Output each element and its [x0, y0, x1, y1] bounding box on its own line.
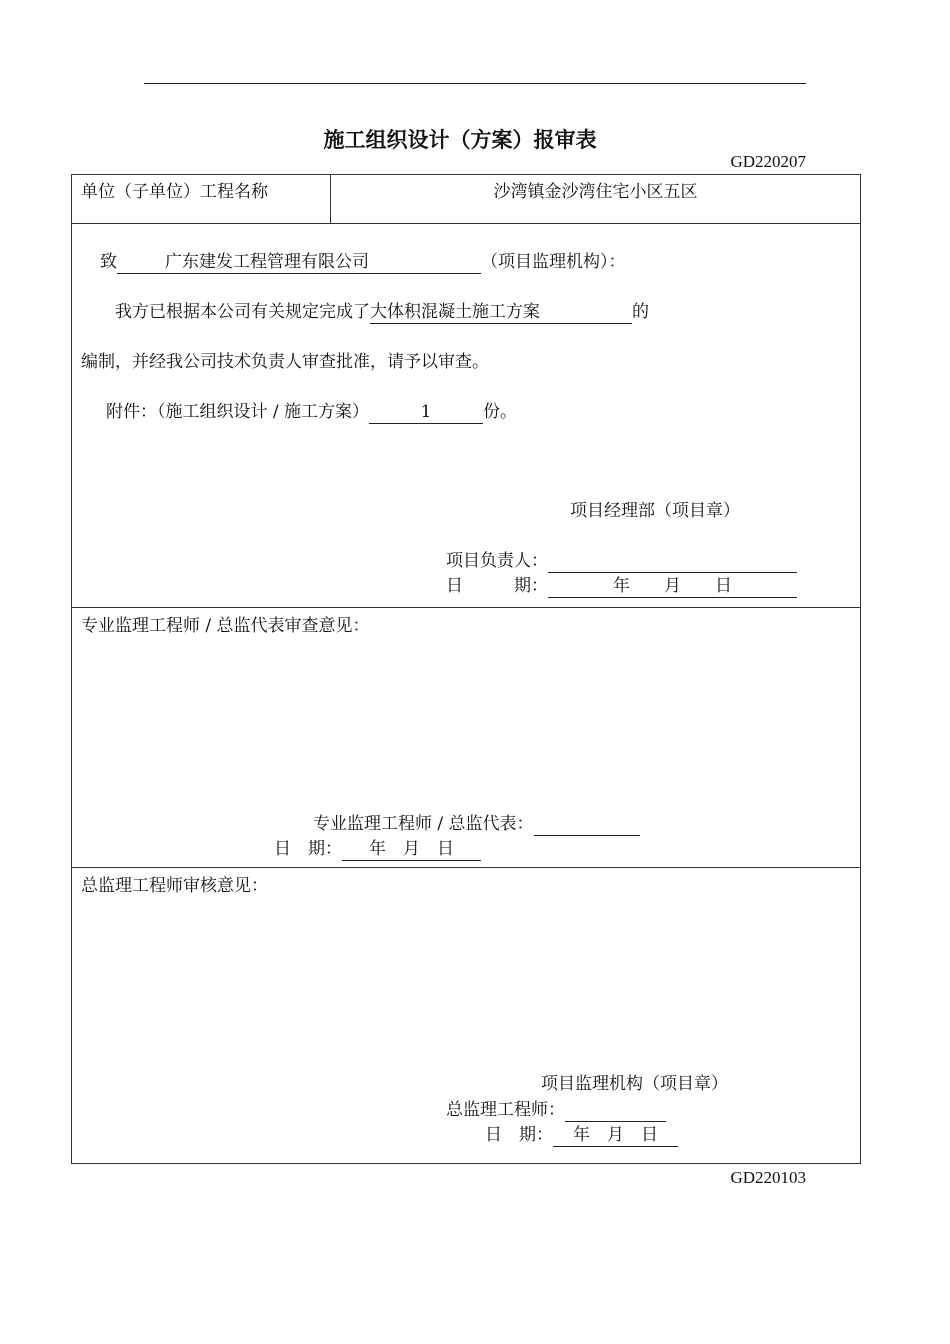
- attachment-suffix: 份。: [483, 402, 518, 422]
- supervisor-date-line: [274, 834, 481, 861]
- chief-date-line: [485, 1120, 678, 1147]
- body-suffix: 的: [632, 302, 649, 322]
- chief-sign-line: [446, 1095, 666, 1122]
- body-prefix: 我方已根据本公司有关规定完成了: [115, 302, 370, 322]
- submission-date-field: 年 月 日: [548, 577, 797, 598]
- chief-date-field: 年 月 日: [553, 1126, 678, 1147]
- addressee-line: [100, 247, 626, 274]
- row-divider-1: [71, 223, 861, 224]
- attachment-prefix: 附件：（施工组织设计 / 施工方案）: [106, 402, 370, 422]
- addressee-org: 广东建发工程管理有限公司: [117, 253, 481, 274]
- form-title: 施工组织设计（方案）报审表: [323, 127, 597, 152]
- project-name-label: 单位（子单位）工程名称: [81, 182, 268, 202]
- responsible-line: [446, 546, 797, 573]
- submission-date-line: [446, 571, 797, 598]
- plan-name: 大体积混凝土施工方案: [370, 303, 632, 324]
- attachment-count: 1: [369, 403, 483, 424]
- responsible-signature-field: [548, 552, 797, 573]
- form-code-top: GD220207: [730, 152, 806, 171]
- row-divider-2: [71, 607, 861, 608]
- project-dept-seal: 项目经理部（项目章）: [570, 501, 740, 521]
- chief-sign-label: 总监理工程师：: [446, 1100, 565, 1120]
- project-name-value: 沙湾镇金沙湾住宅小区五区: [493, 182, 698, 202]
- supervisor-signature-field: [534, 815, 640, 836]
- chief-signature-field: [565, 1101, 666, 1122]
- body-line-2: 编制，并经我公司技术负责人审查批准，请予以审查。: [81, 352, 489, 372]
- body-line-1: [115, 297, 649, 324]
- addressee-prefix: 致: [100, 252, 117, 272]
- supervisor-date-field: 年 月 日: [342, 840, 481, 861]
- supervisor-sign-line: [313, 809, 640, 836]
- supervisor-date-label: 日 期：: [274, 839, 342, 859]
- chief-date-label: 日 期：: [485, 1125, 553, 1145]
- top-rule: [144, 83, 806, 84]
- form-code-bottom: GD220103: [730, 1168, 806, 1187]
- supervision-org-seal: 项目监理机构（项目章）: [541, 1074, 728, 1094]
- row-divider-3: [71, 867, 861, 868]
- supervisor-sign-label: 专业监理工程师 / 总监代表：: [313, 814, 534, 834]
- chief-review-heading: 总监理工程师审核意见：: [81, 876, 268, 896]
- supervisor-review-heading: 专业监理工程师 / 总监代表审查意见：: [81, 616, 370, 636]
- responsible-label: 项目负责人：: [446, 551, 548, 571]
- submission-date-label: 日 期：: [446, 576, 548, 596]
- addressee-suffix: （项目监理机构）：: [481, 252, 626, 272]
- attachment-line: [106, 397, 517, 424]
